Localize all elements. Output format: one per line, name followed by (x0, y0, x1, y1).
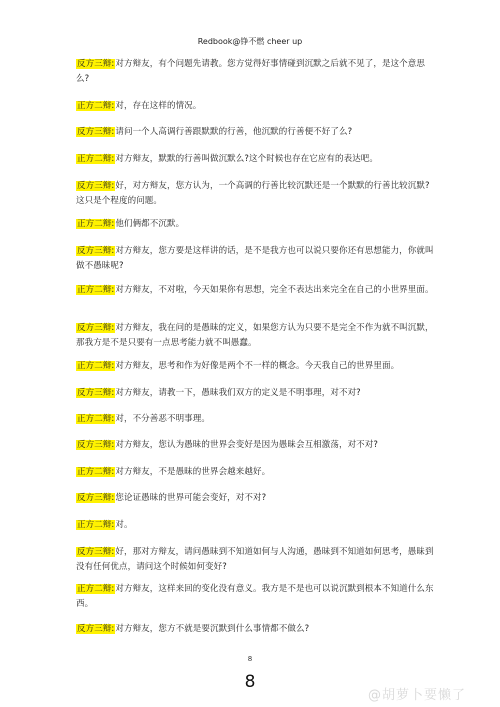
speaker-label: 反方三辩: (77, 323, 115, 333)
dialogue-text: 对方辩友，您方要是这样讲的话，是不是我方也可以说只要你还有思想能力，你就叫做不愚昧呢? (76, 246, 434, 271)
speaker-label: 正方二辩: (77, 101, 115, 111)
dialogue-line (76, 359, 436, 374)
speaker-label: 正方二辩: (77, 154, 115, 164)
dialogue-text: 对方辩友，不对啦，今天如果你有思想，完全不表达出来完全在自己的小世界里面。 (115, 285, 434, 295)
dialogue-line (76, 244, 436, 274)
dialogue-line (76, 99, 436, 114)
dialogue-line (76, 412, 436, 427)
dialogue-line (76, 491, 436, 506)
dialogue-line (76, 57, 436, 87)
speaker-label: 正方二辩: (77, 520, 115, 530)
page-number-large: 8 (244, 672, 256, 692)
speaker-label: 反方三辩: (77, 440, 115, 450)
speaker-label: 反方三辩: (77, 624, 115, 634)
speaker-label: 反方三辩: (77, 127, 115, 137)
dialogue-text: 对方辩友，不是愚昧的世界会越来越好。 (115, 467, 271, 477)
dialogue-line (76, 321, 436, 351)
speaker-label: 反方三辩: (77, 493, 115, 503)
dialogue-text: 对方辩友，默默的行善叫做沉默么?这个时候也存在它应有的表达吧。 (115, 154, 378, 164)
dialogue-text: 对，不分善恶不明事理。 (115, 414, 210, 424)
dialogue-text: 他们俩都不沉默。 (115, 219, 185, 229)
dialogue-line (76, 545, 436, 575)
speaker-label: 反方三辩: (77, 59, 115, 69)
speaker-label: 反方三辩: (77, 388, 115, 398)
dialogue-text: 好，那对方辩友，请问愚昧到不知道如何与人沟通，愚昧到不知道如何思考，愚昧到没有任何优点，请问这个时候如何变好? (76, 547, 434, 572)
watermark: @胡萝卜要懒了 (368, 688, 467, 703)
speaker-label: 反方三辩: (77, 181, 115, 191)
dialogue-line (76, 438, 436, 453)
speaker-label: 反方三辩: (77, 547, 115, 557)
dialogue-text: 对方辩友，有个问题先请教。您方觉得好事情碰到沉默之后就不见了，是这个意思么? (76, 59, 425, 84)
speaker-label: 正方二辩: (77, 285, 115, 295)
dialogue-text: 对方辩友，思考和作为好像是两个不一样的概念。今天我自己的世界里面。 (115, 361, 400, 371)
dialogue-line (76, 465, 436, 480)
speaker-label: 正方二辩: (77, 361, 115, 371)
page-number-small: 8 (247, 655, 253, 663)
dialogue-line (76, 386, 436, 401)
speaker-label: 正方二辩: (77, 219, 115, 229)
dialogue-line (76, 283, 436, 298)
page-header: Redbook@铮不燃 cheer up (197, 37, 303, 46)
dialogue-line (76, 152, 436, 167)
dialogue-line (76, 179, 436, 209)
dialogue-text: 对方辩友，您方不就是要沉默到什么事情都不做么? (115, 624, 310, 634)
dialogue-line (76, 622, 436, 637)
speaker-label: 正方二辩: (77, 584, 115, 594)
dialogue-text: 对方辩友，我在问的是愚昧的定义，如果您方认为只要不是完全不作为就不叫沉默，那我方是不是只要有一点思考能力就不叫愚蠢。 (76, 323, 434, 348)
dialogue-line (76, 125, 436, 140)
dialogue-text: 对。 (115, 520, 133, 530)
dialogue-line (76, 582, 436, 612)
speaker-label: 正方二辩: (77, 467, 115, 477)
dialogue-text: 对方辩友，这样来回的变化没有意义。我方是不是也可以说沉默到根本不知道什么东西。 (76, 584, 434, 609)
dialogue-text: 对方辩友，请教一下，愚昧我们双方的定义是不明事理，对不对? (115, 388, 361, 398)
dialogue-text: 对，存在这样的情况。 (115, 101, 202, 111)
dialogue-text: 请问一个人高调行善跟默默的行善，他沉默的行善便不好了么? (115, 127, 353, 137)
speaker-label: 正方二辩: (77, 414, 115, 424)
dialogue-line (76, 217, 436, 232)
dialogue-text: 好，对方辩友，您方认为，一个高调的行善比较沉默还是一个默默的行善比较沉默?这只是个程度的问题。 (76, 181, 430, 206)
dialogue-text: 您论证愚昧的世界可能会变好，对不对? (115, 493, 267, 503)
speaker-label: 反方三辩: (77, 246, 115, 256)
dialogue-line (76, 518, 436, 533)
dialogue-text: 对方辩友，您认为愚昧的世界会变好是因为愚昧会互相激荡，对不对? (115, 440, 378, 450)
